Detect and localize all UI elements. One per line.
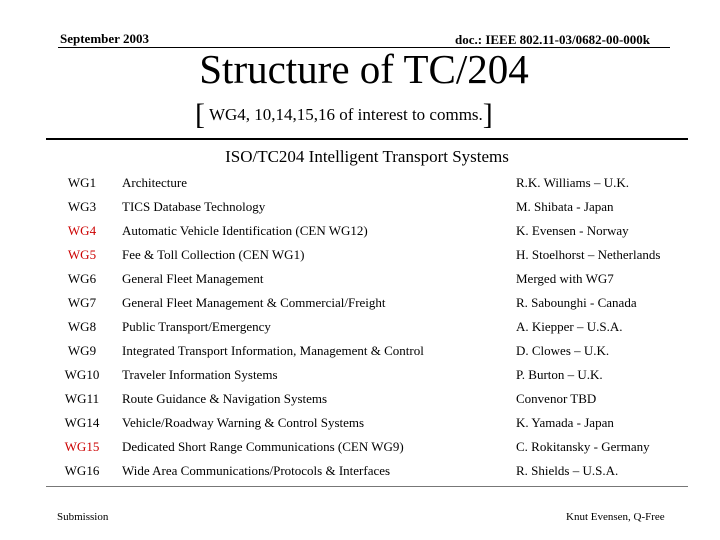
wg-name: Wide Area Communications/Protocols & Interfaces <box>122 463 391 478</box>
slide-title: Structure of TC/204 <box>199 46 529 92</box>
wg-code: WG14 <box>64 415 100 430</box>
wg-convenor: Convenor TBD <box>516 391 597 406</box>
wg-name: Traveler Information Systems <box>122 367 278 382</box>
wg-name: Route Guidance & Navigation Systems <box>122 391 328 406</box>
header-doc-id: doc.: IEEE 802.11-03/0682-00-000k <box>455 32 651 47</box>
table-row <box>46 459 688 483</box>
wg-code: WG6 <box>67 271 97 286</box>
header-date: September 2003 <box>60 31 149 46</box>
wg-name: Vehicle/Roadway Warning & Control Systems <box>122 415 365 430</box>
subtitle-text: WG4, 10,14,15,16 of interest to comms. <box>205 105 483 124</box>
wg-convenor: P. Burton – U.K. <box>516 367 603 382</box>
table-row <box>46 363 688 387</box>
wg-name: Dedicated Short Range Communications (CEN WG9) <box>122 439 404 454</box>
table-row <box>46 243 688 267</box>
table-body <box>46 171 688 483</box>
wg-code: WG7 <box>67 295 97 310</box>
wg-name: TICS Database Technology <box>122 199 266 214</box>
table-row <box>46 339 688 363</box>
wg-code: WG11 <box>64 391 100 406</box>
subtitle-open-bracket: [ <box>195 98 205 131</box>
wg-code: WG3 <box>67 199 97 214</box>
wg-code: WG1 <box>67 175 97 190</box>
wg-convenor: H. Stoelhorst – Netherlands <box>516 247 661 262</box>
wg-name: Automatic Vehicle Identification (CEN WG12) <box>122 223 368 238</box>
subtitle-close-bracket: ] <box>482 98 493 131</box>
table-row <box>46 387 688 411</box>
wg-convenor: A. Kiepper – U.S.A. <box>516 319 623 334</box>
wg-convenor: M. Shibata - Japan <box>516 199 614 214</box>
wg-code: WG16 <box>64 463 100 478</box>
wg-convenor: R. Sabounghi - Canada <box>516 295 637 310</box>
table-row <box>46 195 688 219</box>
wg-convenor: K. Evensen - Norway <box>516 223 629 238</box>
footer-submission: Submission <box>57 511 109 523</box>
wg-code: WG10 <box>64 367 100 382</box>
table-row <box>46 411 688 435</box>
wg-convenor: C. Rokitansky - Germany <box>516 439 650 454</box>
wg-convenor: D. Clowes – U.K. <box>516 343 610 358</box>
wg-name: Fee & Toll Collection (CEN WG1) <box>122 247 305 262</box>
wg-code: WG15 <box>64 439 100 454</box>
table-title: ISO/TC204 Intelligent Transport Systems <box>225 147 509 166</box>
table-row <box>46 219 688 243</box>
wg-convenor: K. Yamada - Japan <box>516 415 614 430</box>
wg-name: General Fleet Management <box>122 271 264 286</box>
wg-name: Public Transport/Emergency <box>122 319 271 334</box>
wg-name: Integrated Transport Information, Management & Control <box>122 343 424 358</box>
wg-table <box>46 138 688 487</box>
wg-name: Architecture <box>122 175 187 190</box>
wg-code: WG9 <box>67 343 97 358</box>
table-row <box>46 315 688 339</box>
wg-convenor: R.K. Williams – U.K. <box>516 175 629 190</box>
footer-author: Knut Evensen, Q-Free <box>566 511 665 523</box>
wg-code: WG5 <box>67 247 97 262</box>
table-row <box>46 267 688 291</box>
table-row <box>46 171 688 195</box>
wg-convenor: Merged with WG7 <box>516 271 614 286</box>
table-row <box>46 435 688 459</box>
slide-subtitle <box>195 98 493 132</box>
wg-name: General Fleet Management & Commercial/Freight <box>122 295 386 310</box>
wg-convenor: R. Shields – U.S.A. <box>516 463 619 478</box>
wg-code: WG4 <box>67 223 97 238</box>
wg-code: WG8 <box>67 319 97 334</box>
table-row <box>46 291 688 315</box>
